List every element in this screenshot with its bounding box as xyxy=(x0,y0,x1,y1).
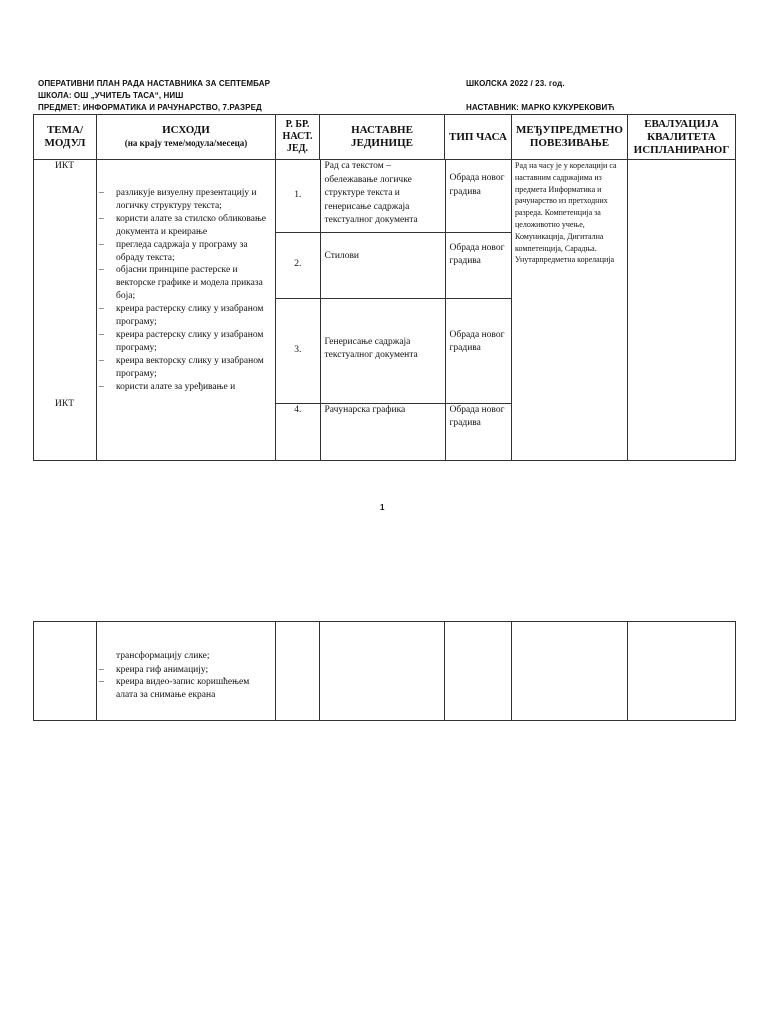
topic-label: ИКТ xyxy=(55,161,74,171)
col-header-outcomes-sub: (на крају теме/модула/месеца) xyxy=(124,138,248,148)
lesson-number: 2. xyxy=(276,232,320,298)
continuation-table xyxy=(33,621,736,721)
list-item: – креира векторску слику у изабраном програму; xyxy=(97,355,271,381)
school-name: ШКОЛА: ОШ „УЧИТЕЉ ТАСА“, НИШ xyxy=(38,91,184,100)
list-item: – разликује визуелну презентацију и логичку структуру текста; xyxy=(97,187,271,213)
table-row xyxy=(276,160,512,232)
col-header-correlation: МЕЂУПРЕДМЕТНО ПОВЕЗИВАЊЕ xyxy=(512,115,628,160)
type-cell xyxy=(445,622,512,721)
lesson-type: Обрада новог градива xyxy=(445,298,512,403)
list-item: – објасни принципе растерске и векторске графике и модела приказа боја; xyxy=(97,264,271,303)
lesson-unit: Стилови xyxy=(320,232,445,298)
lessons-table xyxy=(276,160,512,460)
table-row xyxy=(276,232,512,298)
outcomes-cell xyxy=(97,160,276,461)
evaluation-cell xyxy=(628,160,736,461)
school-year: ШКОЛСКА 2022 / 23. год. xyxy=(466,79,565,88)
topic-label: ИКТ xyxy=(55,399,74,409)
col-header-type: ТИП ЧАСА xyxy=(445,115,512,160)
lesson-type: Обрада новог градива xyxy=(445,160,512,232)
table-body-row xyxy=(34,160,736,461)
table-header-row xyxy=(34,115,736,160)
lesson-number: 4. xyxy=(276,403,320,460)
lesson-unit: Рачунарска графика xyxy=(320,403,445,460)
evaluation-cell xyxy=(628,622,736,721)
lesson-number: 1. xyxy=(276,160,320,232)
col-header-topic: ТЕМА/ МОДУЛ xyxy=(34,115,97,160)
outcomes-list xyxy=(97,664,271,703)
correlation-cell xyxy=(512,622,628,721)
units-cell xyxy=(320,622,445,721)
topic-cell xyxy=(34,160,97,461)
page-number: 1 xyxy=(380,503,385,512)
teacher-name: НАСТАВНИК: МАРКО КУКУРЕКОВИЋ xyxy=(466,103,615,112)
list-item: – креира растерску слику у изабраном програму; xyxy=(97,303,271,329)
lesson-unit: Рад са текстом – обележавање логичке структуре текста и генерисање садржаја текстуалног документа xyxy=(320,160,445,232)
list-item: – прегледа садржаја у програму за обраду текста; xyxy=(97,239,271,265)
table-row xyxy=(276,403,512,460)
col-header-units: НАСТАВНЕ ЈЕДИНИЦЕ xyxy=(320,115,445,160)
table-row xyxy=(34,622,736,721)
lesson-number: 3. xyxy=(276,298,320,403)
lesson-unit: Генерисање садржаја текстуалног документа xyxy=(320,298,445,403)
plan-title: ОПЕРАТИВНИ ПЛАН РАДА НАСТАВНИКА ЗА СЕПТЕМБАР xyxy=(38,79,271,88)
lessons-cell xyxy=(276,160,512,461)
outcomes-cell xyxy=(97,622,276,721)
col-header-number: Р. БР. НАСТ. ЈЕД. xyxy=(276,115,320,160)
list-item: – користи алате за стилско обликовање документа и креирање xyxy=(97,213,271,239)
list-item: – креира гиф анимацију; xyxy=(97,664,271,677)
topic-cell xyxy=(34,622,97,721)
list-item: – користи алате за уређивање и xyxy=(97,381,271,394)
col-header-evaluation: ЕВАЛУАЦИЈА КВАЛИТЕТА ИСПЛАНИРАНОГ xyxy=(628,115,736,160)
correlation-cell: Рад на часу је у корелацији са наставним садржајима из предмета Информатика и рачунарство из претходних разреда. Компетенција за целоживотно учење, Комуникација, Дигитална компетенција, Сарадња. Унутарпредметна корелација xyxy=(512,160,628,461)
lesson-type: Обрада новог градива xyxy=(449,404,505,428)
col-header-outcomes: ИСХОДИ (на крају теме/модула/месеца) xyxy=(97,115,276,160)
list-item: – креира видео-запис коришћењем алата за снимање екрана xyxy=(97,676,271,702)
list-item: – креира растерску слику у изабраном програму; xyxy=(97,329,271,355)
outcomes-list xyxy=(97,187,271,394)
lesson-type: Обрада новог градива xyxy=(445,232,512,298)
number-cell xyxy=(276,622,320,721)
outcome-continued: трансформацију слике; xyxy=(116,651,210,661)
plan-table xyxy=(33,114,736,461)
table-row xyxy=(276,298,512,403)
subject-name: ПРЕДМЕТ: ИНФОРМАТИКА И РАЧУНАРСТВО, 7.РАЗРЕД xyxy=(38,103,262,112)
